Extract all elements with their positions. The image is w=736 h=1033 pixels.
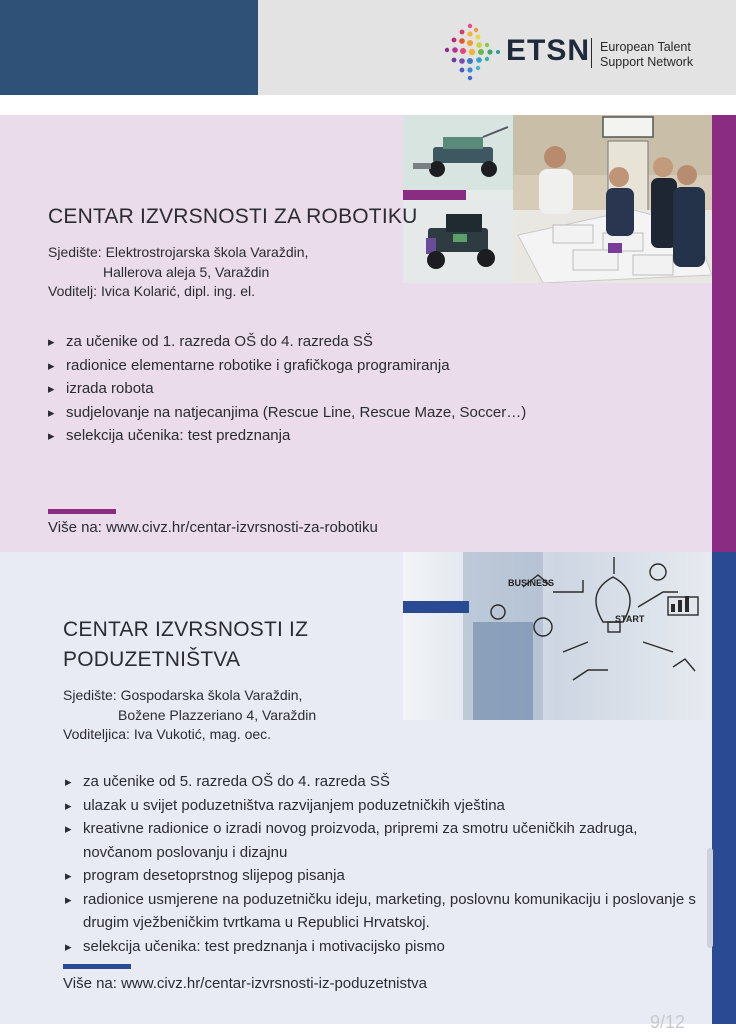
header-color-block	[0, 0, 258, 95]
purple-accent-bar	[403, 190, 466, 200]
seat-value-line1: Elektrostrojarska škola Varaždin,	[105, 244, 309, 260]
list-item: ▸ selekcija učenika: test predznanja i motivacijsko pismo	[65, 935, 705, 959]
leader-value: Ivica Kolarić, dipl. ing. el.	[100, 283, 256, 299]
entrepreneurship-seat-row-2	[63, 706, 316, 726]
etsn-logo[interactable]	[440, 20, 700, 84]
leader-label: Voditeljica:	[63, 726, 130, 742]
seat-label: Sjedište:	[63, 687, 117, 703]
scrollbar-thumb[interactable]	[707, 848, 713, 948]
blue-accent-bar	[403, 601, 469, 613]
blue-underline-accent	[63, 964, 131, 969]
list-item: ▸ radionice elementarne robotike i grafičkoga programiranja	[48, 354, 608, 378]
blue-side-stripe	[712, 552, 736, 1024]
list-item: ▸ izrada robota	[48, 377, 608, 401]
heading-line2: PODUZETNIŠTVA	[63, 648, 241, 671]
list-item: ▸ za učenike od 5. razreda OŠ do 4. razreda SŠ	[65, 770, 705, 794]
logo-subtitle-line2: Support Network	[600, 55, 694, 69]
list-item: ▸ kreativne radionice o izradi novog proizvoda, pripremi za smotru učeničkih zadruga, novčanom poslovanju i dizajnu	[65, 817, 705, 864]
robotics-seat-row-2	[48, 263, 308, 283]
seat-value-line2: Božene Plazzeriano 4, Varaždin	[118, 706, 317, 723]
seat-value-line1: Gospodarska škola Varaždin,	[120, 687, 303, 703]
purple-side-stripe	[712, 115, 736, 552]
entrepreneurship-seat-row	[63, 686, 316, 706]
list-item: ▸ program desetoprstnog slijepog pisanja	[65, 864, 705, 888]
page-number: 9/12	[650, 1012, 686, 1032]
robotics-bullet-list	[48, 330, 608, 448]
robotics-leader-row	[48, 282, 308, 302]
entrepreneurship-leader-row	[63, 725, 316, 745]
entrepreneurship-heading	[63, 615, 308, 675]
logo-subtitle-line1: European Talent	[600, 40, 691, 54]
robotics-info	[48, 243, 308, 302]
seat-value-line2: Hallerova aleja 5, Varaždin	[103, 263, 270, 280]
entrepreneurship-info	[63, 686, 316, 745]
list-item: ▸ radionice usmjerene na poduzetničku ideju, marketing, poslovnu komunikaciju i poslovanje s drugim vježbeničkim tvrtkama u Republici Hrvatskoj.	[65, 888, 705, 935]
entrepreneurship-bullet-list	[65, 770, 705, 958]
business-word: BUSINESS	[508, 578, 555, 588]
robotics-more-link[interactable]: Više na: www.civz.hr/centar-izvrsnosti-za-robotiku	[48, 519, 378, 536]
list-item: ▸ selekcija učenika: test predznanja	[48, 424, 608, 448]
entrepreneurship-more-link[interactable]: Više na: www.civz.hr/centar-izvrsnosti-iz-poduzetnistva	[63, 975, 428, 992]
list-item: ▸ za učenike od 1. razreda OŠ do 4. razreda SŠ	[48, 330, 608, 354]
students-photo	[513, 115, 712, 283]
business-photo	[403, 552, 712, 720]
logo-divider	[591, 38, 592, 68]
students-image	[513, 115, 712, 283]
business-image	[403, 552, 712, 720]
list-item: ▸ sudjelovanje na natjecanjima (Rescue Line, Rescue Maze, Soccer…)	[48, 401, 608, 425]
etsn-dots-icon	[440, 20, 504, 84]
start-word: START	[615, 614, 645, 624]
leader-label: Voditelj:	[48, 283, 98, 299]
purple-underline-accent	[48, 509, 116, 514]
seat-label: Sjedište:	[48, 244, 102, 260]
robotics-seat-row	[48, 243, 308, 263]
list-item: ▸ ulazak u svijet poduzetništva razvijanjem poduzetničkih vještina	[65, 794, 705, 818]
heading-line1: CENTAR IZVRSNOSTI IZ	[63, 618, 309, 641]
etsn-wordmark: ETSN	[506, 34, 591, 67]
leader-value: Iva Vukotić, mag. oec.	[133, 726, 272, 742]
robotics-heading: CENTAR IZVRSNOSTI ZA ROBOTIKU	[48, 205, 418, 228]
